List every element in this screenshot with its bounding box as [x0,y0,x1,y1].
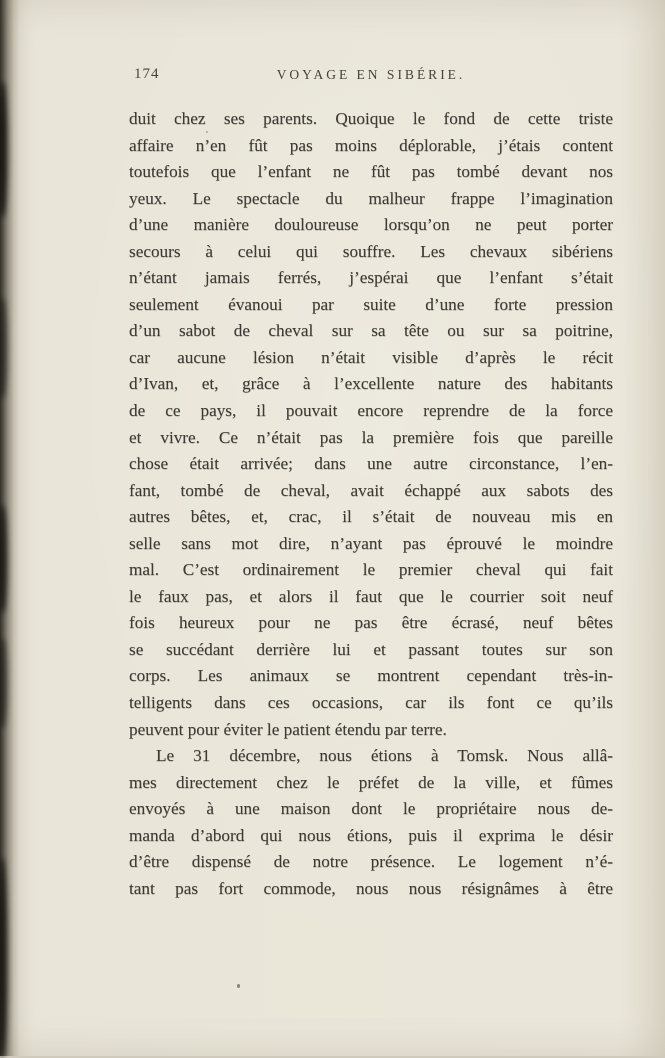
body-line: de ce pays, il pouvait encore reprendre de la force [129,401,613,421]
body-line: secours à celui qui souffre. Les chevaux sibériens [129,241,613,261]
body-line: chose était arrivée; dans une autre circonstance, l’en- [129,454,613,474]
body-line: d’être dispensé de notre présence. Le logement n’é- [129,852,613,872]
body-line: envoyés à une maison dont le propriétaire nous de- [129,799,613,819]
body-line-paragraph-end: peuvent pour éviter le patient étendu par terre. [129,719,447,739]
body-line: toutefois que l’enfant ne fût pas tombé devant nos [129,162,613,182]
body-line: le faux pas, et alors il faut que le courrier soit neuf [129,586,613,606]
body-line: tant pas fort commode, nous nous résignâmes à être [129,878,613,898]
body-line: seulement évanoui par suite d’une forte pression [129,294,613,314]
body-line: car aucune lésion n’était visible d’après le récit [129,347,613,367]
body-line: mal. C’est ordinairement le premier cheval qui fait [129,560,613,580]
body-line: duit chez ses parents. Quoique le fond de cette triste [129,109,613,128]
body-line: manda d’abord qui nous étions, puis il exprima le désir [129,825,613,845]
running-title: VOYAGE EN SIBÉRIE. [276,67,466,82]
body-line: mes directement chez le préfet de la ville, et fûmes [129,772,613,792]
page-header [129,64,613,106]
body-line: d’un sabot de cheval sur sa tête ou sur sa poitrine, [129,321,613,341]
body-line: corps. Les animaux se montrent cependant très-in- [129,666,613,686]
body-line: et vivre. Ce n’était pas la première fois que pareille [129,427,613,447]
body-line: d’Ivan, et, grâce à l’excellente nature des habitants [129,374,613,394]
body-line: fois heureux pour ne pas être écrasé, neuf bêtes [129,613,613,633]
body-line: telligents dans ces occasions, car ils font ce qu’ils [129,693,613,713]
paper-speck [237,984,240,988]
body-text [129,106,613,902]
body-line: se succédant derrière lui et passant toutes sur son [129,639,613,659]
body-line: fant, tombé de cheval, avait échappé aux sabots des [129,480,613,500]
page-number: 174 [134,66,160,82]
body-line: n’étant jamais ferrés, j’espérai que l’enfant s’était [129,268,613,288]
body-line: affaire n’en fût pas moins déplorable, j’étais content [129,135,613,155]
body-line: autres bêtes, et, crac, il s’était de nouveau mis en [129,507,613,527]
body-line-paragraph-start: Le 31 décembre, nous étions à Tomsk. Nous allâ- [156,746,613,766]
text-column [129,64,613,902]
body-line: selle sans mot dire, n’ayant pas éprouvé le moindre [129,533,613,553]
body-line: d’une manière douloureuse lorsqu’on ne peut porter [129,215,613,235]
body-line: yeux. Le spectacle du malheur frappe l’imagination [129,188,613,208]
